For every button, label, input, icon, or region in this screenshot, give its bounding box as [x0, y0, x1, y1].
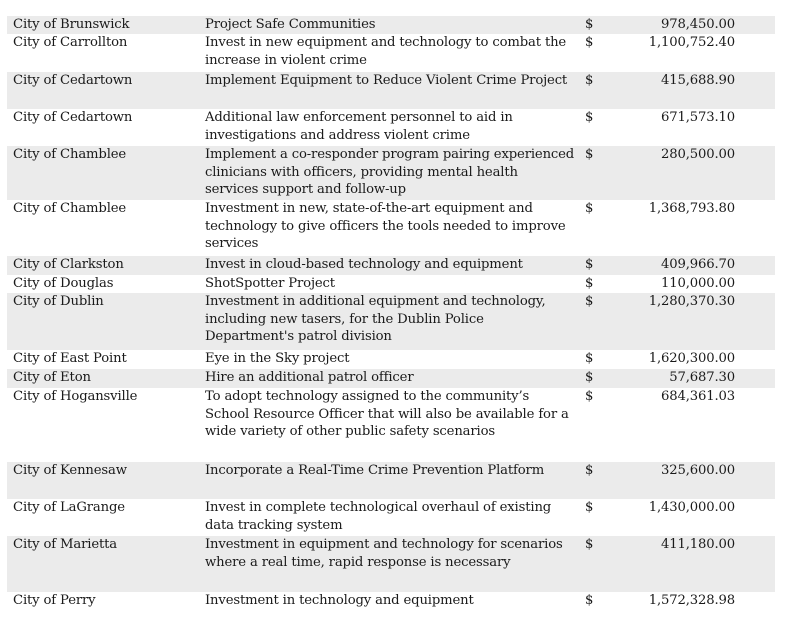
table-row [7, 72, 775, 109]
amount-cell: 57,687.30 [669, 370, 735, 385]
amount-cell: 1,100,752.40 [648, 35, 735, 50]
description-cell: Incorporate a Real-Time Crime Prevention Platform [205, 463, 545, 478]
amount-cell: 280,500.00 [660, 147, 735, 162]
description-cell: Investment in equipment and technology for scenarios where a real time, rapid response is necessary [205, 537, 563, 570]
city-cell: City of LaGrange [13, 500, 125, 515]
city-cell: City of Cedartown [13, 73, 133, 88]
currency-symbol: $ [585, 73, 594, 88]
amount-cell: 671,573.10 [660, 110, 735, 125]
currency-symbol: $ [585, 201, 594, 216]
currency-symbol: $ [585, 35, 594, 50]
amount-cell: 978,450.00 [660, 17, 735, 32]
table-row [7, 592, 775, 623]
currency-symbol: $ [585, 463, 594, 478]
table-row [7, 462, 775, 499]
city-cell: City of Marietta [13, 537, 118, 552]
description-cell: Eye in the Sky project [205, 351, 350, 366]
amount-cell: 1,430,000.00 [648, 500, 735, 515]
table-row [7, 146, 775, 200]
city-cell: City of East Point [13, 351, 127, 366]
amount-cell: 409,966.70 [660, 257, 735, 272]
city-cell: City of Chamblee [13, 147, 127, 162]
table-row [7, 293, 775, 350]
table-row [7, 275, 775, 293]
amount-cell: 325,600.00 [660, 463, 735, 478]
description-cell: Investment in technology and equipment [205, 593, 474, 608]
currency-symbol: $ [585, 147, 594, 162]
description-cell: To adopt technology assigned to the community’s School Resource Officer that will also be available for a wide variety of other public safety scenarios [205, 389, 569, 439]
description-cell: Investment in new, state-of-the-art equipment and technology to give officers the tools needed to improve services [205, 201, 566, 251]
description-cell: Implement a co-responder program pairing experienced clinicians with officers, providing mental health services support and follow-up [205, 147, 575, 197]
currency-symbol: $ [585, 110, 594, 125]
currency-symbol: $ [585, 389, 594, 404]
table-row [7, 388, 775, 462]
table-row [7, 256, 775, 275]
currency-symbol: $ [585, 257, 594, 272]
table-row [7, 16, 775, 34]
city-cell: City of Eton [13, 370, 91, 385]
currency-symbol: $ [585, 17, 594, 32]
table-row [7, 350, 775, 369]
description-cell: Additional law enforcement personnel to aid in investigations and address violent crime [205, 110, 513, 143]
amount-cell: 1,620,300.00 [648, 351, 735, 366]
table-row [7, 499, 775, 536]
city-cell: City of Dublin [13, 294, 104, 309]
description-cell: Hire an additional patrol officer [205, 370, 414, 385]
city-cell: City of Cedartown [13, 110, 133, 125]
city-cell: City of Carrollton [13, 35, 128, 50]
currency-symbol: $ [585, 370, 594, 385]
description-cell: Invest in cloud-based technology and equipment [205, 257, 523, 272]
table-row [7, 536, 775, 592]
amount-cell: 110,000.00 [660, 276, 735, 291]
amount-cell: 1,280,370.30 [648, 294, 735, 309]
currency-symbol: $ [585, 351, 594, 366]
description-cell: ShotSpotter Project [205, 276, 335, 291]
city-cell: City of Kennesaw [13, 463, 127, 478]
currency-symbol: $ [585, 276, 594, 291]
currency-symbol: $ [585, 537, 594, 552]
amount-cell: 415,688.90 [660, 73, 735, 88]
description-cell: Investment in additional equipment and technology, including new tasers, for the Dublin Police Department's patrol division [205, 294, 546, 344]
amount-cell: 1,572,328.98 [648, 593, 735, 608]
table-row [7, 34, 775, 72]
amount-cell: 1,368,793.80 [648, 201, 735, 216]
table-row [7, 369, 775, 388]
city-cell: City of Clarkston [13, 257, 124, 272]
amount-cell: 684,361.03 [660, 389, 735, 404]
description-cell: Project Safe Communities [205, 17, 376, 32]
table-row [7, 200, 775, 256]
table-row [7, 109, 775, 146]
grant-awards-table [7, 16, 775, 623]
city-cell: City of Brunswick [13, 17, 130, 32]
city-cell: City of Perry [13, 593, 96, 608]
city-cell: City of Chamblee [13, 201, 127, 216]
currency-symbol: $ [585, 593, 594, 608]
city-cell: City of Hogansville [13, 389, 138, 404]
description-cell: Implement Equipment to Reduce Violent Crime Project [205, 73, 568, 88]
currency-symbol: $ [585, 294, 594, 309]
amount-cell: 411,180.00 [660, 537, 735, 552]
city-cell: City of Douglas [13, 276, 114, 291]
description-cell: Invest in complete technological overhaul of existing data tracking system [205, 500, 552, 533]
description-cell: Invest in new equipment and technology to combat the increase in violent crime [205, 35, 567, 68]
currency-symbol: $ [585, 500, 594, 515]
